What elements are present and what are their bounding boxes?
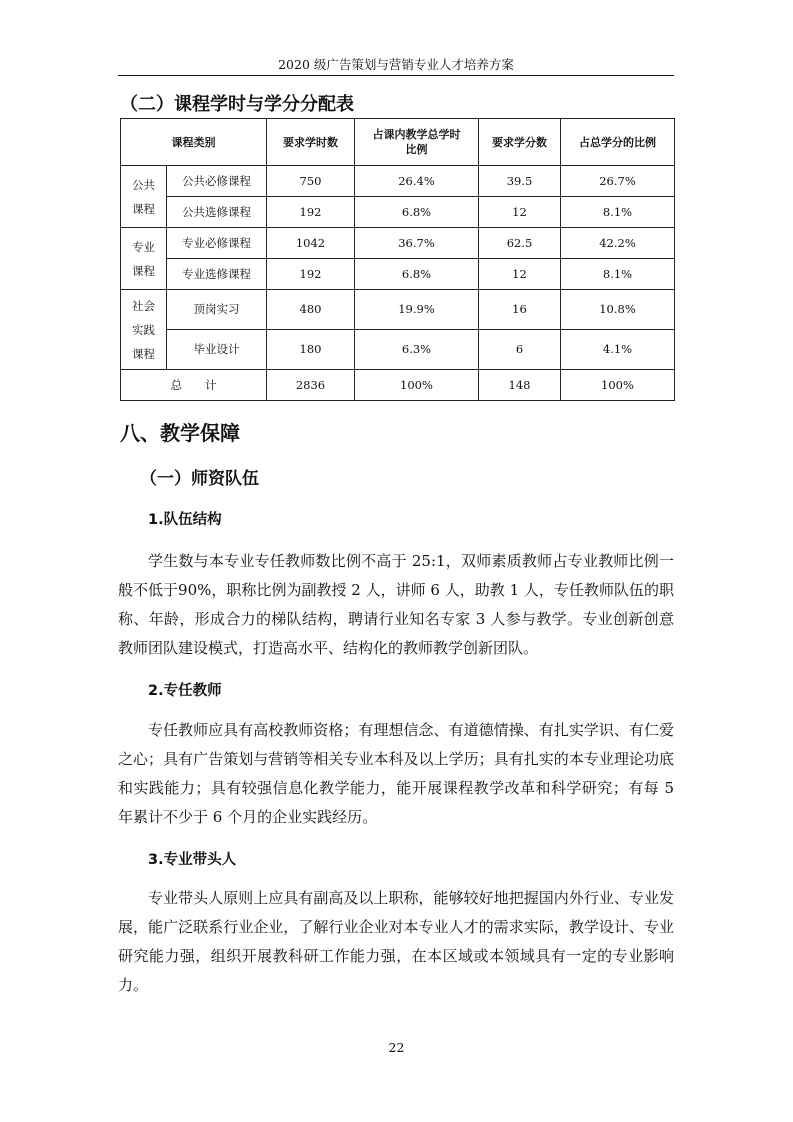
header-credit-ratio: 占总学分的比例 <box>561 119 675 166</box>
row-credits: 39.5 <box>479 166 561 197</box>
row-credit-ratio: 4.1% <box>561 330 675 370</box>
row-credits: 6 <box>479 330 561 370</box>
table-header-row <box>121 119 675 166</box>
group-public <box>121 166 167 228</box>
group-public-line1: 公共 <box>132 177 155 192</box>
row-name: 顶岗实习 <box>167 290 267 330</box>
row-ratio: 6.8% <box>355 197 479 228</box>
row-ratio: 36.7% <box>355 228 479 259</box>
row-credit-ratio: 42.2% <box>561 228 675 259</box>
header-rule <box>118 75 674 76</box>
row-credits: 16 <box>479 290 561 330</box>
table-total-row <box>121 370 675 401</box>
item-heading-program-leader: 3.专业带头人 <box>148 852 237 868</box>
group-major-line1: 专业 <box>132 239 155 254</box>
total-ratio: 100% <box>355 370 479 401</box>
group-major-line2: 课程 <box>132 263 155 278</box>
group-practice <box>121 290 167 370</box>
item-heading-team-structure: 1.队伍结构 <box>148 512 222 528</box>
row-credits: 12 <box>479 197 561 228</box>
page-number: 22 <box>388 1040 405 1055</box>
row-hours: 1042 <box>267 228 355 259</box>
table-row <box>121 228 675 259</box>
table-row <box>121 166 675 197</box>
row-credits: 12 <box>479 259 561 290</box>
header-ratio-line1: 占课内教学总学时 <box>372 128 461 141</box>
running-header: 2020 级广告策划与营销专业人才培养方案 <box>278 57 514 72</box>
group-public-line2: 课程 <box>132 201 155 216</box>
row-ratio: 26.4% <box>355 166 479 197</box>
header-ratio-line2: 比例 <box>405 143 428 156</box>
item-heading-fulltime-teachers: 2.专任教师 <box>148 683 222 699</box>
header-category: 课程类别 <box>121 119 267 166</box>
row-hours: 192 <box>267 259 355 290</box>
table-row <box>121 259 675 290</box>
total-credit-ratio: 100% <box>561 370 675 401</box>
total-label: 总 计 <box>121 370 267 401</box>
row-credit-ratio: 8.1% <box>561 197 675 228</box>
row-hours: 180 <box>267 330 355 370</box>
table-row <box>121 197 675 228</box>
row-name: 专业选修课程 <box>167 259 267 290</box>
total-credits: 148 <box>479 370 561 401</box>
row-ratio: 6.8% <box>355 259 479 290</box>
row-name: 公共选修课程 <box>167 197 267 228</box>
group-practice-line3: 课程 <box>132 346 155 361</box>
subsection-heading: （一）师资队伍 <box>140 469 259 489</box>
paragraph-program-leader: 专业带头人原则上应具有副高及以上职称，能够较好地把握国内外行业、专业发展，能广泛联系行业企业，了解行业企业对本专业人才的需求实际，教学设计、专业研究能力强，组织开展教科研工作能力强，在本区域或本领域具有一定的专业影响力。 <box>118 889 674 994</box>
row-credits: 62.5 <box>479 228 561 259</box>
row-credit-ratio: 10.8% <box>561 290 675 330</box>
header-credits: 要求学分数 <box>479 119 561 166</box>
group-practice-line1: 社会 <box>132 298 155 313</box>
paragraph-team-structure: 学生数与本专业专任教师数比例不高于 25:1，双师素质教师占专业教师比例一般不低于90%，职称比例为副教授 2 人，讲师 6 人，助教 1 人，专任教师队伍的职称、年龄，形成合力的梯队结构，聘请行业知名专家 3 人参与教学。专业创新创意教师团队建设模式，打造高水平、结构化的教师教学创新团队。 <box>118 552 674 657</box>
row-hours: 480 <box>267 290 355 330</box>
row-name: 公共必修课程 <box>167 166 267 197</box>
group-practice-line2: 实践 <box>132 322 155 337</box>
row-hours: 192 <box>267 197 355 228</box>
header-ratio <box>355 119 479 166</box>
row-ratio: 6.3% <box>355 330 479 370</box>
row-name: 毕业设计 <box>167 330 267 370</box>
paragraph-fulltime-teachers: 专任教师应具有高校教师资格；有理想信念、有道德情操、有扎实学识、有仁爱之心；具有广告策划与营销等相关专业本科及以上学历；具有扎实的本专业理论功底和实践能力；具有较强信息化教学能力，能开展课程教学改革和科学研究；有每 5 年累计不少于 6 个月的企业实践经历。 <box>118 721 674 826</box>
total-hours: 2836 <box>267 370 355 401</box>
row-credit-ratio: 8.1% <box>561 259 675 290</box>
row-hours: 750 <box>267 166 355 197</box>
table-row <box>121 290 675 330</box>
section-heading: 八、教学保障 <box>120 421 240 445</box>
credit-distribution-table <box>120 118 675 401</box>
table-row <box>121 330 675 370</box>
header-hours: 要求学时数 <box>267 119 355 166</box>
row-ratio: 19.9% <box>355 290 479 330</box>
row-name: 专业必修课程 <box>167 228 267 259</box>
group-major <box>121 228 167 290</box>
table-section-title: （二）课程学时与学分分配表 <box>120 94 354 115</box>
row-credit-ratio: 26.7% <box>561 166 675 197</box>
